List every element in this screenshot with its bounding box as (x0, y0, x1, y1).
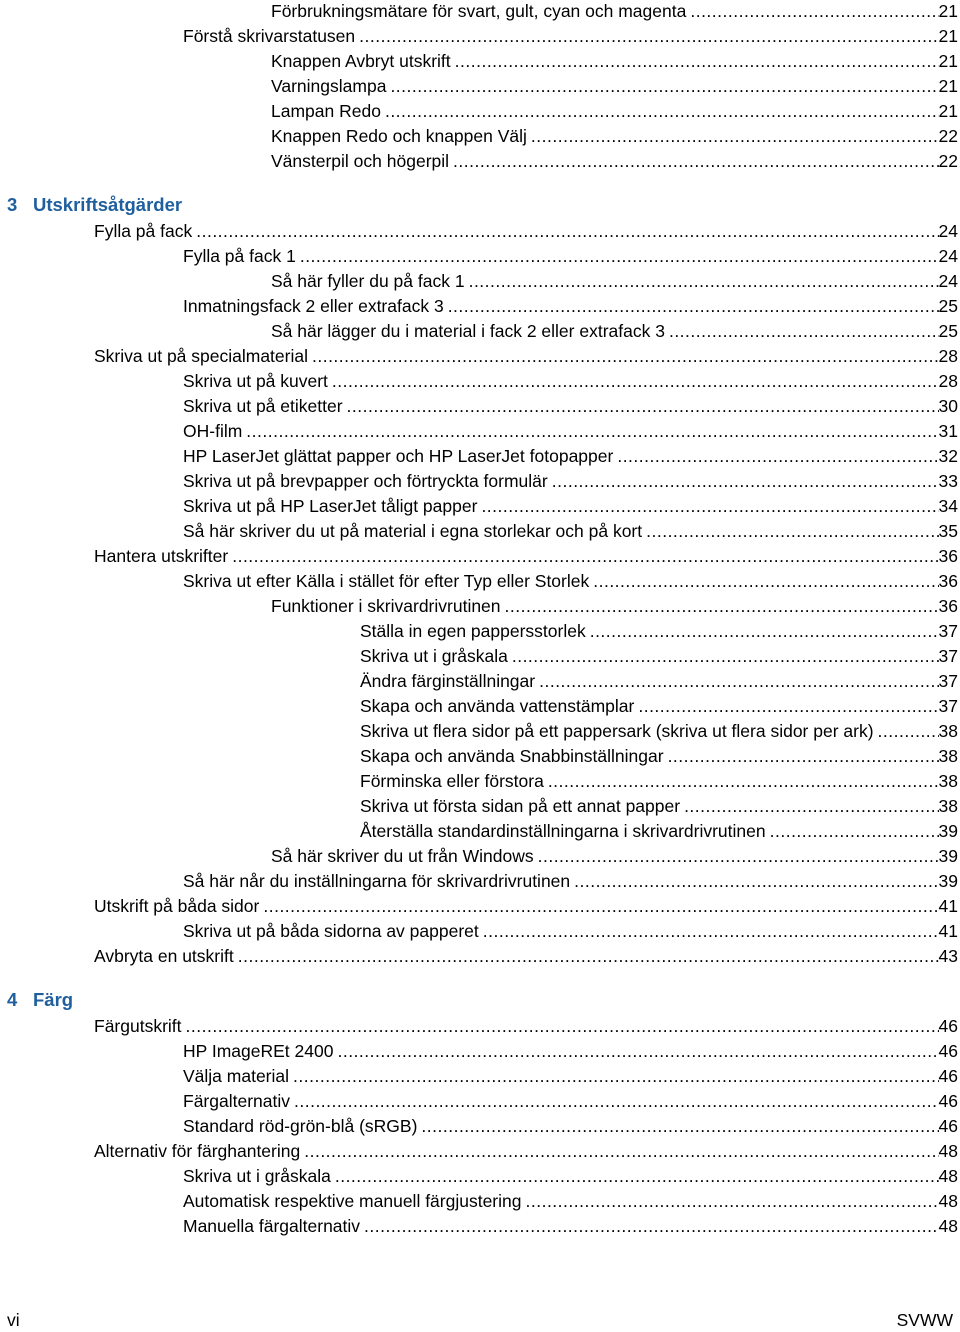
dot-leader (669, 320, 939, 342)
toc-entry-title: Skriva ut första sidan på ett annat papper (360, 796, 681, 816)
toc-entry[interactable] (183, 920, 958, 942)
toc-entry-title: Standard röd-grön-blå (sRGB) (183, 1116, 418, 1136)
toc-entry[interactable] (271, 100, 958, 122)
toc-entry[interactable] (183, 1040, 958, 1062)
dot-leader (312, 345, 939, 367)
toc-entry-title: Skriva ut på etiketter (183, 396, 343, 416)
toc-entry-title: Skriva ut efter Källa i stället för efter Typ eller Storlek (183, 571, 590, 591)
toc-entry-title: Automatisk respektive manuell färgjustering (183, 1191, 522, 1211)
toc-entry[interactable] (183, 445, 958, 467)
toc-entry-page: 21 (938, 76, 958, 96)
dot-leader (590, 620, 939, 642)
dot-leader (538, 845, 939, 867)
toc-entry-page: 48 (938, 1216, 958, 1236)
toc-entry-page: 48 (938, 1166, 958, 1186)
dot-leader (364, 1215, 938, 1237)
chapter-number: 4 (7, 989, 18, 1010)
toc-entry-page: 38 (938, 796, 958, 816)
chapter-number: 3 (7, 194, 18, 215)
dot-leader (300, 245, 939, 267)
toc-entry-page: 22 (938, 151, 958, 171)
toc-entry-title: Skapa och använda Snabbinställningar (360, 746, 664, 766)
toc-entry[interactable] (271, 150, 958, 172)
toc-entry[interactable] (271, 595, 958, 617)
toc-entry-page: 34 (938, 496, 958, 516)
toc-entry[interactable] (183, 245, 958, 267)
toc-entry[interactable] (360, 820, 958, 842)
toc-entry[interactable] (360, 695, 958, 717)
toc-entry-page: 39 (938, 821, 958, 841)
dot-leader (246, 420, 938, 442)
toc-entry[interactable] (183, 1065, 958, 1087)
dot-leader (638, 695, 938, 717)
toc-entry-page: 37 (938, 671, 958, 691)
chapter-title: Utskriftsåtgärder (33, 194, 183, 215)
toc-entry-page: 30 (938, 396, 958, 416)
toc-entry-page: 39 (938, 846, 958, 866)
toc-entry-title: Förstå skrivarstatusen (183, 26, 356, 46)
dot-leader (646, 520, 938, 542)
dot-leader (539, 670, 938, 692)
dot-leader (263, 895, 938, 917)
toc-entry[interactable] (360, 795, 958, 817)
toc-entry-title: Inmatningsfack 2 eller extrafack 3 (183, 296, 444, 316)
dot-leader (668, 745, 939, 767)
toc-entry-title: Ändra färginställningar (360, 671, 536, 691)
toc-entry[interactable] (183, 420, 958, 442)
toc-entry-page: 46 (938, 1016, 958, 1036)
toc-entry[interactable] (271, 845, 958, 867)
toc-entry-page: 41 (938, 896, 958, 916)
toc-entry[interactable] (183, 1115, 958, 1137)
toc-entry-title: Förminska eller förstora (360, 771, 544, 791)
toc-entry-page: 38 (938, 771, 958, 791)
toc-entry[interactable] (94, 945, 958, 967)
toc-entry-title: Skriva ut på specialmaterial (94, 346, 308, 366)
toc-entry-page: 41 (938, 921, 958, 941)
chapter-heading[interactable] (7, 989, 73, 1011)
toc-entry[interactable] (183, 1215, 958, 1237)
dot-leader (526, 1190, 939, 1212)
toc-entry-page: 25 (938, 296, 958, 316)
dot-leader (548, 770, 939, 792)
toc-entry-page: 21 (938, 1, 958, 21)
toc-entry-title: Återställa standardinställningarna i skrivardrivrutinen (360, 821, 766, 841)
toc-entry[interactable] (94, 1015, 958, 1037)
toc-entry-title: Färgalternativ (183, 1091, 290, 1111)
toc-entry-title: HP ImageREt 2400 (183, 1041, 334, 1061)
toc-entry-page: 39 (938, 871, 958, 891)
toc-entry[interactable] (360, 720, 958, 742)
toc-entry[interactable] (183, 370, 958, 392)
toc-entry-page: 28 (938, 371, 958, 391)
toc-entry-title: Alternativ för färghantering (94, 1141, 301, 1161)
toc-entry-title: Så här skriver du ut från Windows (271, 846, 534, 866)
page-number: vi (7, 1310, 20, 1330)
dot-leader (574, 870, 938, 892)
toc-entry-title: Välja material (183, 1066, 290, 1086)
toc-entry-page: 21 (938, 51, 958, 71)
toc-entry-title: HP LaserJet glättat papper och HP LaserJet fotopapper (183, 446, 614, 466)
dot-leader (512, 645, 939, 667)
toc-entry-title: Vänsterpil och högerpil (271, 151, 450, 171)
toc-entry[interactable] (183, 1090, 958, 1112)
dot-leader (293, 1065, 939, 1087)
dot-leader (481, 495, 938, 517)
toc-entry-page: 36 (938, 546, 958, 566)
toc-entry-title: Knappen Avbryt utskrift (271, 51, 451, 71)
toc-entry-title: Funktioner i skrivardrivrutinen (271, 596, 501, 616)
toc-entry[interactable] (183, 25, 958, 47)
dot-leader (617, 445, 938, 467)
toc-entry-title: Förbrukningsmätare för svart, gult, cyan och magenta (271, 1, 687, 21)
toc-entry-title: Skriva ut på kuvert (183, 371, 328, 391)
toc-entry[interactable] (360, 670, 958, 692)
toc-entry-page: 43 (938, 946, 958, 966)
toc-entry-page: 24 (938, 246, 958, 266)
toc-entry[interactable] (183, 1190, 958, 1212)
toc-entry-title: Skriva ut på båda sidorna av papperet (183, 921, 479, 941)
dot-leader (186, 1015, 939, 1037)
toc-entry-title: Lampan Redo (271, 101, 381, 121)
toc-entry-page: 21 (938, 26, 958, 46)
toc-entry[interactable] (271, 320, 958, 342)
toc-entry-page: 35 (938, 521, 958, 541)
toc-entry[interactable] (94, 345, 958, 367)
dot-leader (552, 470, 939, 492)
toc-entry-page: 32 (938, 446, 958, 466)
toc-entry[interactable] (271, 0, 958, 22)
toc-entry-page: 38 (938, 721, 958, 741)
toc-entry-page: 21 (938, 101, 958, 121)
dot-leader (390, 75, 938, 97)
toc-entry-title: Så här skriver du ut på material i egna storlekar och på kort (183, 521, 643, 541)
chapter-heading[interactable] (7, 194, 182, 216)
toc-entry-page: 24 (938, 221, 958, 241)
chapter-title: Färg (33, 989, 74, 1010)
dot-leader (304, 1140, 938, 1162)
toc-entry[interactable] (183, 495, 958, 517)
toc-entry-page: 38 (938, 746, 958, 766)
toc-entry-page: 48 (938, 1141, 958, 1161)
toc-entry-title: Skriva ut i gråskala (183, 1166, 331, 1186)
dot-leader (505, 595, 939, 617)
toc-entry-page: 37 (938, 646, 958, 666)
dot-leader (196, 220, 938, 242)
toc-entry-page: 36 (938, 571, 958, 591)
dot-leader (878, 720, 939, 742)
toc-entry[interactable] (94, 545, 958, 567)
toc-entry-title: Manuella färgalternativ (183, 1216, 361, 1236)
toc-entry[interactable] (271, 50, 958, 72)
toc-entry-title: Ställa in egen pappersstorlek (360, 621, 586, 641)
toc-entry-page: 28 (938, 346, 958, 366)
dot-leader (232, 545, 938, 567)
toc-entry[interactable] (183, 295, 958, 317)
dot-leader (347, 395, 939, 417)
toc-entry[interactable] (94, 220, 958, 242)
document-code: SVWW (896, 1310, 953, 1330)
dot-leader (448, 295, 939, 317)
toc-entry-title: Skriva ut i gråskala (360, 646, 508, 666)
toc-entry-title: Varningslampa (271, 76, 387, 96)
toc-entry-title: Fylla på fack (94, 221, 193, 241)
toc-entry-title: Skriva ut på HP LaserJet tåligt papper (183, 496, 478, 516)
toc-entry-title: Så här lägger du i material i fack 2 eller extrafack 3 (271, 321, 665, 341)
toc-entry-title: Avbryta en utskrift (94, 946, 234, 966)
toc-entry-title: Skriva ut på brevpapper och förtryckta formulär (183, 471, 548, 491)
toc-entry[interactable] (271, 270, 958, 292)
toc-entry-page: 36 (938, 596, 958, 616)
dot-leader (332, 370, 939, 392)
toc-entry[interactable] (183, 870, 958, 892)
toc-entry-page: 25 (938, 321, 958, 341)
dot-leader (483, 920, 939, 942)
toc-entry-title: OH-film (183, 421, 243, 441)
toc-entry-page: 31 (938, 421, 958, 441)
toc-entry-title: Hantera utskrifter (94, 546, 229, 566)
dot-leader (690, 0, 938, 22)
toc-entry-page: 48 (938, 1191, 958, 1211)
toc-entry[interactable] (94, 895, 958, 917)
dot-leader (453, 150, 939, 172)
toc-entry-title: Så här fyller du på fack 1 (271, 271, 465, 291)
toc-entry-page: 46 (938, 1066, 958, 1086)
toc-entry-page: 46 (938, 1091, 958, 1111)
dot-leader (385, 100, 939, 122)
toc-entry[interactable] (360, 645, 958, 667)
dot-leader (531, 125, 939, 147)
dot-leader (294, 1090, 939, 1112)
toc-entry-title: Fylla på fack 1 (183, 246, 296, 266)
toc-entry-page: 22 (938, 126, 958, 146)
toc-entry[interactable] (360, 620, 958, 642)
toc-entry[interactable] (94, 1140, 958, 1162)
toc-entry-title: Färgutskrift (94, 1016, 182, 1036)
dot-leader (421, 1115, 938, 1137)
toc-entry-title: Utskrift på båda sidor (94, 896, 260, 916)
toc-entry[interactable] (183, 470, 958, 492)
toc-entry[interactable] (271, 125, 958, 147)
toc-entry-title: Knappen Redo och knappen Välj (271, 126, 527, 146)
toc-entry-page: 37 (938, 696, 958, 716)
toc-entry[interactable] (360, 770, 958, 792)
toc-entry-title: Så här når du inställningarna för skrivardrivrutinen (183, 871, 571, 891)
toc-entry-page: 24 (938, 271, 958, 291)
toc-entry-title: Skapa och använda vattenstämplar (360, 696, 635, 716)
dot-leader (469, 270, 939, 292)
toc-entry-page: 33 (938, 471, 958, 491)
dot-leader (337, 1040, 938, 1062)
dot-leader (593, 570, 938, 592)
dot-leader (335, 1165, 939, 1187)
toc-entry[interactable] (183, 1165, 958, 1187)
toc-entry[interactable] (183, 570, 958, 592)
toc-entry-title: Skriva ut flera sidor på ett pappersark (skriva ut flera sidor per ark) (360, 721, 874, 741)
dot-leader (238, 945, 939, 967)
toc-entry[interactable] (183, 520, 958, 542)
toc-entry-page: 37 (938, 621, 958, 641)
dot-leader (359, 25, 938, 47)
toc-entry-page: 46 (938, 1116, 958, 1136)
toc-entry[interactable] (183, 395, 958, 417)
dot-leader (684, 795, 938, 817)
toc-entry-page: 46 (938, 1041, 958, 1061)
dot-leader (770, 820, 939, 842)
toc-entry[interactable] (271, 75, 958, 97)
dot-leader (455, 50, 939, 72)
toc-entry[interactable] (360, 745, 958, 767)
